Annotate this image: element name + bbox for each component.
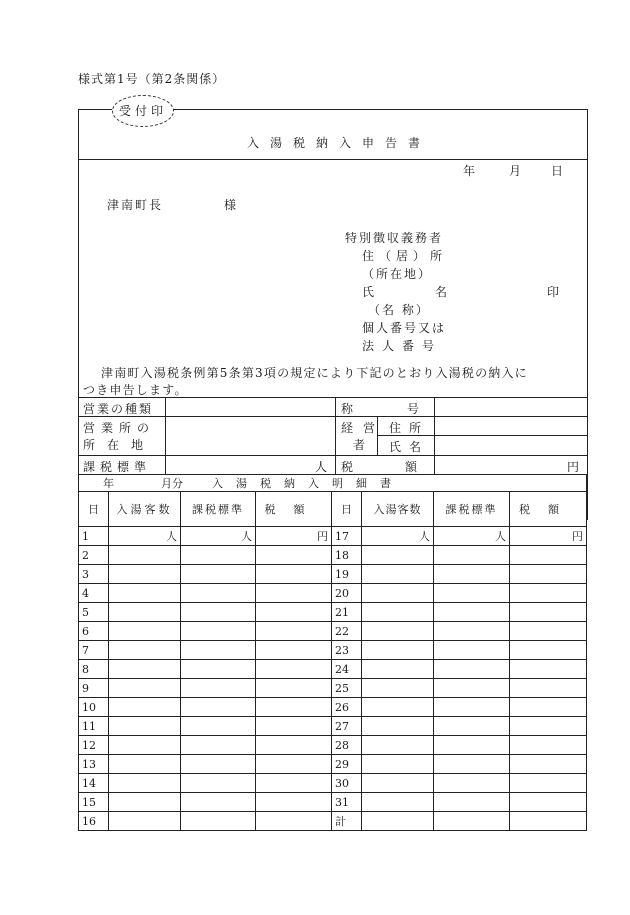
cell-standard-left[interactable] <box>181 755 256 774</box>
date-month: 月 <box>509 164 522 178</box>
taxpayer-number-label-a: 個人番号又は <box>362 321 447 335</box>
cell-guests-right[interactable] <box>362 584 434 603</box>
taxpayer-name-label-a: 氏 <box>362 285 375 299</box>
tax-amount-unit: 円 <box>567 460 580 474</box>
cell-guests-left[interactable] <box>109 565 181 584</box>
cell-tax-left[interactable] <box>256 565 332 584</box>
office-location-label-2: 所在地 <box>83 438 156 452</box>
cell-standard-left: 人 <box>181 527 256 546</box>
cell-standard-right: 人 <box>434 527 510 546</box>
cell-tax-left[interactable] <box>256 584 332 603</box>
cell-day-left: 11 <box>79 717 109 736</box>
col-day-left: 日 <box>79 492 109 527</box>
cell-tax-left[interactable] <box>256 736 332 755</box>
cell-tax-right[interactable] <box>510 546 587 565</box>
col-standard-right: 課税標準 <box>434 492 510 527</box>
cell-tax-right[interactable] <box>510 641 587 660</box>
table-row <box>79 698 587 717</box>
cell-standard-left[interactable] <box>181 660 256 679</box>
cell-tax-right[interactable] <box>510 565 587 584</box>
cell-guests-right[interactable] <box>362 641 434 660</box>
cell-tax-left[interactable] <box>256 546 332 565</box>
form-title: 入湯税納入申告書 <box>246 136 431 150</box>
cell-day-left: 8 <box>79 660 109 679</box>
table-row <box>79 622 587 641</box>
cell-guests-right: 人 <box>362 527 434 546</box>
cell-guests-right[interactable] <box>362 793 434 812</box>
cell-day-left: 1 <box>79 527 109 546</box>
cell-tax-right[interactable] <box>510 603 587 622</box>
cell-day-right: 20 <box>332 584 362 603</box>
cell-standard-right[interactable] <box>434 546 510 565</box>
cell-day-right: 23 <box>332 641 362 660</box>
taxpayer-address-label: 住（居）所 <box>362 249 448 263</box>
tax-standard-label: 課税標準 <box>83 460 152 474</box>
date-year: 年 <box>463 164 476 178</box>
table-row <box>79 793 587 812</box>
cell-day-left: 7 <box>79 641 109 660</box>
operator-label-2: 者 <box>353 438 366 452</box>
cell-day-right: 22 <box>332 622 362 641</box>
cell-standard-right[interactable] <box>434 622 510 641</box>
cell-guests-right[interactable] <box>362 679 434 698</box>
statement-line-2: つき申告します。 <box>83 383 188 397</box>
cell-guests-right[interactable] <box>362 698 434 717</box>
cell-day-right: 18 <box>332 546 362 565</box>
cell-guests-left[interactable] <box>109 584 181 603</box>
cell-standard-right[interactable] <box>434 565 510 584</box>
cell-day-right: 17 <box>332 527 362 546</box>
cell-guests-right[interactable] <box>362 774 434 793</box>
addressee-name: 津南町長 <box>107 198 164 212</box>
operator-label-1: 経営 <box>341 421 386 435</box>
table-row <box>79 546 587 565</box>
cell-standard-right[interactable] <box>434 736 510 755</box>
table-row <box>79 527 587 546</box>
business-type-label: 営業の種類 <box>83 402 154 416</box>
taxpayer-name-label-b: 名 <box>435 285 448 299</box>
cell-standard-left[interactable] <box>181 565 256 584</box>
table-row <box>79 717 587 736</box>
cell-tax-right[interactable] <box>510 812 587 831</box>
table-row <box>79 641 587 660</box>
cell-day-right: 19 <box>332 565 362 584</box>
taxpayer-role: 特別徴収義務者 <box>345 231 444 245</box>
cell-tax-left[interactable] <box>256 755 332 774</box>
cell-tax-left: 円 <box>256 527 332 546</box>
cell-guests-left[interactable] <box>109 603 181 622</box>
cell-tax-right[interactable] <box>510 679 587 698</box>
tax-standard-unit: 人 <box>315 460 328 474</box>
cell-day-left: 2 <box>79 546 109 565</box>
taxpayer-location-label: （所在地） <box>362 267 433 281</box>
cell-guests-right[interactable] <box>362 736 434 755</box>
cell-guests-left[interactable] <box>109 774 181 793</box>
cell-day-left: 16 <box>79 812 109 831</box>
cell-day-right: 25 <box>332 679 362 698</box>
cell-standard-left[interactable] <box>181 774 256 793</box>
cell-standard-left[interactable] <box>181 812 256 831</box>
cell-day-left: 12 <box>79 736 109 755</box>
cell-standard-left[interactable] <box>181 622 256 641</box>
cell-day-left: 10 <box>79 698 109 717</box>
cell-guests-left[interactable] <box>109 755 181 774</box>
cell-tax-right[interactable] <box>510 755 587 774</box>
cell-day-left: 3 <box>79 565 109 584</box>
cell-standard-right[interactable] <box>434 679 510 698</box>
table-row <box>79 736 587 755</box>
cell-day-right: 21 <box>332 603 362 622</box>
cell-guests-left[interactable] <box>109 622 181 641</box>
col-standard-left: 課税標準 <box>181 492 256 527</box>
seal-mark: 印 <box>547 285 560 299</box>
cell-tax-left[interactable] <box>256 603 332 622</box>
cell-tax-left[interactable] <box>256 660 332 679</box>
table-row <box>79 565 587 584</box>
operator-name-label: 氏名 <box>389 440 430 454</box>
cell-standard-left[interactable] <box>181 717 256 736</box>
date-day: 日 <box>551 164 564 178</box>
cell-tax-left[interactable] <box>256 717 332 736</box>
taxpayer-corp-name-label: （名 称） <box>368 303 430 317</box>
cell-day-left: 15 <box>79 793 109 812</box>
cell-day-right: 29 <box>332 755 362 774</box>
cell-day-right: 26 <box>332 698 362 717</box>
cell-day-left: 6 <box>79 622 109 641</box>
cell-guests-left: 人 <box>109 527 181 546</box>
table-row <box>79 679 587 698</box>
cell-tax-left[interactable] <box>256 698 332 717</box>
cell-guests-right[interactable] <box>362 622 434 641</box>
cell-tax-right[interactable] <box>510 622 587 641</box>
cell-standard-right[interactable] <box>434 698 510 717</box>
cell-tax-left[interactable] <box>256 793 332 812</box>
col-guests-right: 入湯客数 <box>362 492 434 527</box>
cell-standard-right[interactable] <box>434 774 510 793</box>
trade-name-label: 称号 <box>341 402 474 416</box>
cell-guests-left[interactable] <box>109 679 181 698</box>
taxpayer-number-label-b: 法人番号 <box>362 339 443 353</box>
detail-table <box>78 474 587 831</box>
cell-standard-right[interactable] <box>434 717 510 736</box>
cell-day-left: 5 <box>79 603 109 622</box>
cell-guests-left[interactable] <box>109 812 181 831</box>
cell-standard-left[interactable] <box>181 546 256 565</box>
col-tax-left: 税額 <box>256 492 332 527</box>
cell-tax-right[interactable] <box>510 584 587 603</box>
cell-standard-left[interactable] <box>181 793 256 812</box>
cell-day-right: 30 <box>332 774 362 793</box>
form-number-label: 様式第1号（第2条関係） <box>78 72 226 86</box>
cell-standard-left[interactable] <box>181 698 256 717</box>
detail-title-month: 月分 <box>161 477 183 490</box>
cell-guests-left[interactable] <box>109 736 181 755</box>
cell-standard-right[interactable] <box>434 641 510 660</box>
cell-tax-left[interactable] <box>256 774 332 793</box>
cell-guests-left[interactable] <box>109 641 181 660</box>
cell-standard-right[interactable] <box>434 793 510 812</box>
detail-title-row <box>79 475 587 492</box>
operator-address-label: 住所 <box>389 421 430 435</box>
cell-tax-right[interactable] <box>510 793 587 812</box>
cell-standard-right[interactable] <box>434 584 510 603</box>
cell-standard-right[interactable] <box>434 660 510 679</box>
table-row <box>79 660 587 679</box>
cell-standard-right[interactable] <box>434 812 510 831</box>
cell-day-left: 9 <box>79 679 109 698</box>
col-day-right: 日 <box>332 492 362 527</box>
cell-day-right: 31 <box>332 793 362 812</box>
cell-tax-left[interactable] <box>256 812 332 831</box>
cell-tax-right[interactable] <box>510 698 587 717</box>
cell-tax-right[interactable] <box>510 660 587 679</box>
cell-standard-left[interactable] <box>181 641 256 660</box>
cell-tax-right[interactable] <box>510 717 587 736</box>
cell-day-right: 27 <box>332 717 362 736</box>
cell-day-left: 4 <box>79 584 109 603</box>
cell-standard-left[interactable] <box>181 584 256 603</box>
detail-title-text: 入湯税納入明細書 <box>212 477 404 490</box>
cell-guests-left[interactable] <box>109 660 181 679</box>
cell-guests-left[interactable] <box>109 717 181 736</box>
cell-guests-left[interactable] <box>109 698 181 717</box>
col-guests-left: 入湯客数 <box>109 492 181 527</box>
tax-amount-label: 税額 <box>341 460 470 474</box>
table-row <box>79 603 587 622</box>
statement-line-1: 津南町入湯税条例第5条第3項の規定により下記のとおり入湯税の納入に <box>101 366 528 380</box>
col-tax-right: 税額 <box>510 492 587 527</box>
cell-day-right: 24 <box>332 660 362 679</box>
cell-guests-right[interactable] <box>362 546 434 565</box>
cell-standard-left[interactable] <box>181 603 256 622</box>
application-form <box>78 109 588 520</box>
cell-tax-left[interactable] <box>256 622 332 641</box>
table-row <box>79 812 587 831</box>
cell-standard-right[interactable] <box>434 603 510 622</box>
cell-tax-right: 円 <box>510 527 587 546</box>
table-row <box>79 584 587 603</box>
detail-title-year: 年 <box>103 477 114 490</box>
table-row <box>79 774 587 793</box>
cell-day-right: 28 <box>332 736 362 755</box>
cell-standard-left[interactable] <box>181 679 256 698</box>
cell-day-left: 14 <box>79 774 109 793</box>
cell-tax-right[interactable] <box>510 774 587 793</box>
office-location-label-1: 営業所の <box>83 421 156 435</box>
cell-guests-right[interactable] <box>362 603 434 622</box>
cell-day-right: 計 <box>332 812 362 831</box>
cell-day-left: 13 <box>79 755 109 774</box>
cell-guests-right[interactable] <box>362 717 434 736</box>
cell-guests-left[interactable] <box>109 546 181 565</box>
table-row <box>79 755 587 774</box>
cell-tax-right[interactable] <box>510 736 587 755</box>
reception-stamp: 受付印 <box>112 95 174 127</box>
cell-guests-left[interactable] <box>109 793 181 812</box>
cell-standard-left[interactable] <box>181 736 256 755</box>
cell-guests-right[interactable] <box>362 660 434 679</box>
cell-guests-right[interactable] <box>362 812 434 831</box>
cell-tax-left[interactable] <box>256 641 332 660</box>
addressee-suffix: 様 <box>224 198 237 212</box>
cell-tax-left[interactable] <box>256 679 332 698</box>
cell-guests-right[interactable] <box>362 565 434 584</box>
cell-standard-right[interactable] <box>434 755 510 774</box>
cell-guests-right[interactable] <box>362 755 434 774</box>
